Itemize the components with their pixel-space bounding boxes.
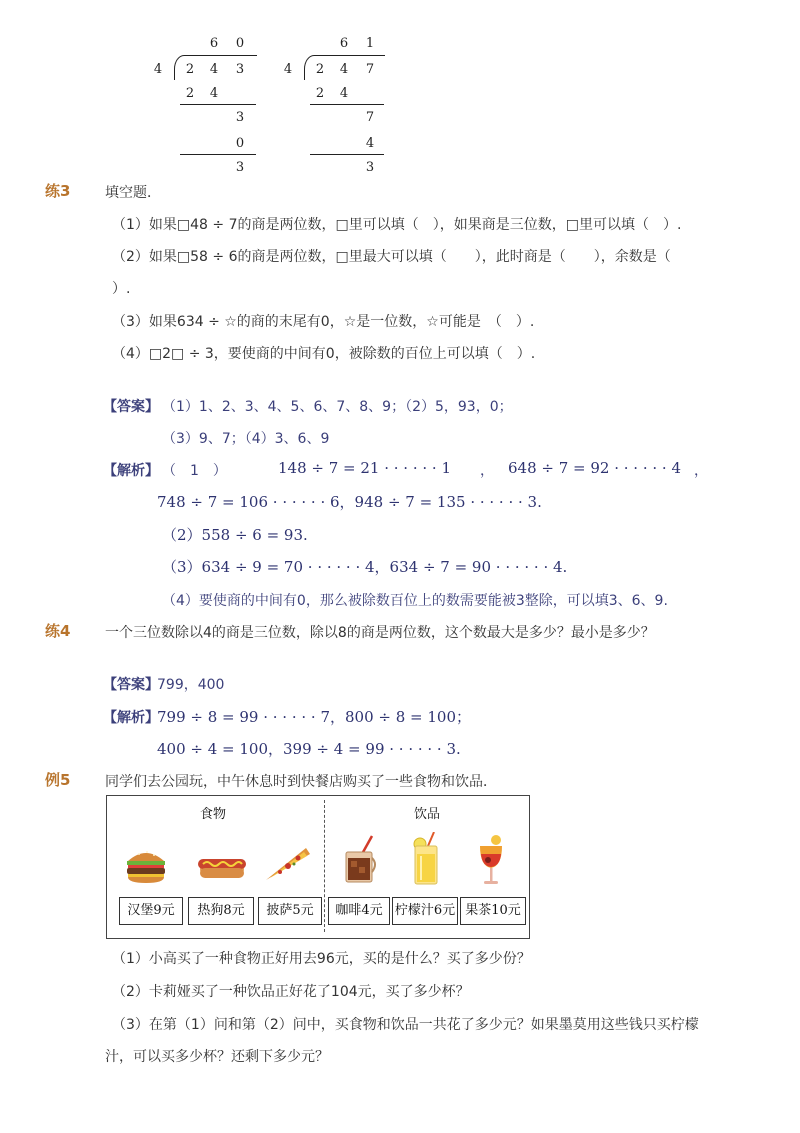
answer-text: （3）9、7；（4）3、6、9	[162, 431, 330, 447]
answer-text: （1）1、2、3、4、5、6、7、8、9；（2）5，93，0；	[162, 399, 513, 415]
division-line	[180, 104, 256, 105]
question-text: （3）在第（1）问和第（2）问中，买食物和饮品一共花了多少元？如果墨莫用这些钱只买柠檬	[112, 1017, 699, 1033]
remainder: 3	[365, 160, 375, 175]
question-text: （2）如果□58 ÷ 6的商是两位数，□里最大可以填（ ），此时商是（ ），余数是（	[112, 249, 671, 265]
food-header: 食物	[200, 807, 227, 822]
step-digit: 2	[315, 86, 325, 101]
question-text: 一个三位数除以4的商是三位数，除以8的商是两位数，这个数最大是多少？最小是多少？	[105, 625, 655, 641]
price-tag-hotdog: 热狗8元	[188, 897, 254, 925]
quotient-digit: 0	[235, 36, 245, 51]
exercise-tag: 练3	[45, 182, 71, 200]
pizza-icon	[264, 844, 312, 884]
analysis-label: 【解析】	[103, 710, 159, 726]
dividend-digit: 2	[315, 62, 325, 77]
dividend-digit: 4	[339, 62, 349, 77]
analysis-separator: ，	[694, 463, 708, 479]
coffee-icon	[342, 834, 378, 886]
divisor: 4	[283, 62, 293, 77]
step-digit: 7	[365, 110, 375, 125]
dividend-digit: 3	[235, 62, 245, 77]
analysis-label: 【解析】	[103, 463, 159, 479]
analysis-text: （4）要使商的中间有0，那么被除数百位上的数需要能被3整除，可以填3、6、9.	[162, 593, 668, 609]
analysis-math: 400 ÷ 4 = 100，399 ÷ 4 = 99 · · · · · · 3.	[157, 740, 461, 758]
exercise-title: 填空题．	[105, 185, 161, 201]
remainder: 3	[235, 160, 245, 175]
example-intro: 同学们去公园玩，中午休息时到快餐店购买了一些食物和饮品．	[105, 774, 497, 790]
menu-divider	[324, 800, 325, 932]
question-text: （2）卡莉娅买了一种饮品正好花了104元，买了多少杯？	[112, 984, 470, 1000]
step-digit: 2	[185, 86, 195, 101]
division-line	[310, 154, 384, 155]
question-text: （1）如果□48 ÷ 7的商是两位数，□里可以填（ ），如果商是三位数，□里可以填（ ）.	[112, 217, 682, 233]
price-tag-pizza: 披萨5元	[258, 897, 322, 925]
analysis-separator: ，	[480, 463, 494, 479]
step-digit: 0	[235, 136, 245, 151]
step-digit: 4	[339, 86, 349, 101]
price-tag-lemonade: 柠檬汁6元	[392, 897, 458, 925]
price-tag-hamburger: 汉堡9元	[119, 897, 183, 925]
divisor: 4	[153, 62, 163, 77]
quotient-digit: 6	[209, 36, 219, 51]
analysis-math: 748 ÷ 7 = 106 · · · · · · 6，948 ÷ 7 = 135 · · · · · · 3.	[157, 493, 542, 511]
dividend-digit: 2	[185, 62, 195, 77]
lemonade-icon	[412, 832, 440, 888]
fruit-tea-icon	[476, 832, 506, 888]
example-tag: 例5	[45, 771, 71, 789]
question-text: （3）如果634 ÷ ☆的商的末尾有0，☆是一位数，☆可能是 （ ）.	[112, 314, 535, 330]
answer-text: 799，400	[157, 677, 225, 693]
question-text: （1）小高买了一种食物正好用去96元，买的是什么？买了多少份？	[112, 951, 531, 967]
analysis-math: 148 ÷ 7 = 21 · · · · · · 1	[278, 459, 451, 477]
quotient-digit: 6	[339, 36, 349, 51]
answer-label: 【答案】	[103, 399, 159, 415]
question-text: 汁，可以买多少杯？还剩下多少元？	[105, 1049, 329, 1065]
dividend-digit: 4	[209, 62, 219, 77]
analysis-math: （3）634 ÷ 9 = 70 · · · · · · 4，634 ÷ 7 = 90 · · · · · · 4.	[162, 558, 568, 576]
step-digit: 3	[235, 110, 245, 125]
division-line	[310, 104, 384, 105]
dividend-digit: 7	[365, 62, 375, 77]
answer-label: 【答案】	[103, 677, 159, 693]
drink-header: 饮品	[414, 807, 441, 822]
analysis-math: （2）558 ÷ 6 = 93.	[162, 526, 308, 544]
division-line	[180, 154, 256, 155]
question-text: （4）□2□ ÷ 3，要使商的中间有0，被除数的百位上可以填（ ）.	[112, 346, 536, 362]
step-digit: 4	[209, 86, 219, 101]
analysis-math: 799 ÷ 8 = 99 · · · · · · 7，800 ÷ 8 = 100；	[157, 708, 472, 726]
analysis-prefix: （ 1 ）	[162, 463, 227, 479]
hamburger-icon	[124, 845, 168, 885]
price-tag-coffee: 咖啡4元	[328, 897, 390, 925]
question-text: ）.	[112, 281, 131, 297]
price-tag-fruit-tea: 果茶10元	[460, 897, 526, 925]
quotient-digit: 1	[365, 36, 375, 51]
exercise-tag: 练4	[45, 622, 71, 640]
step-digit: 4	[365, 136, 375, 151]
hotdog-icon	[197, 850, 247, 882]
analysis-math: 648 ÷ 7 = 92 · · · · · · 4	[508, 459, 681, 477]
